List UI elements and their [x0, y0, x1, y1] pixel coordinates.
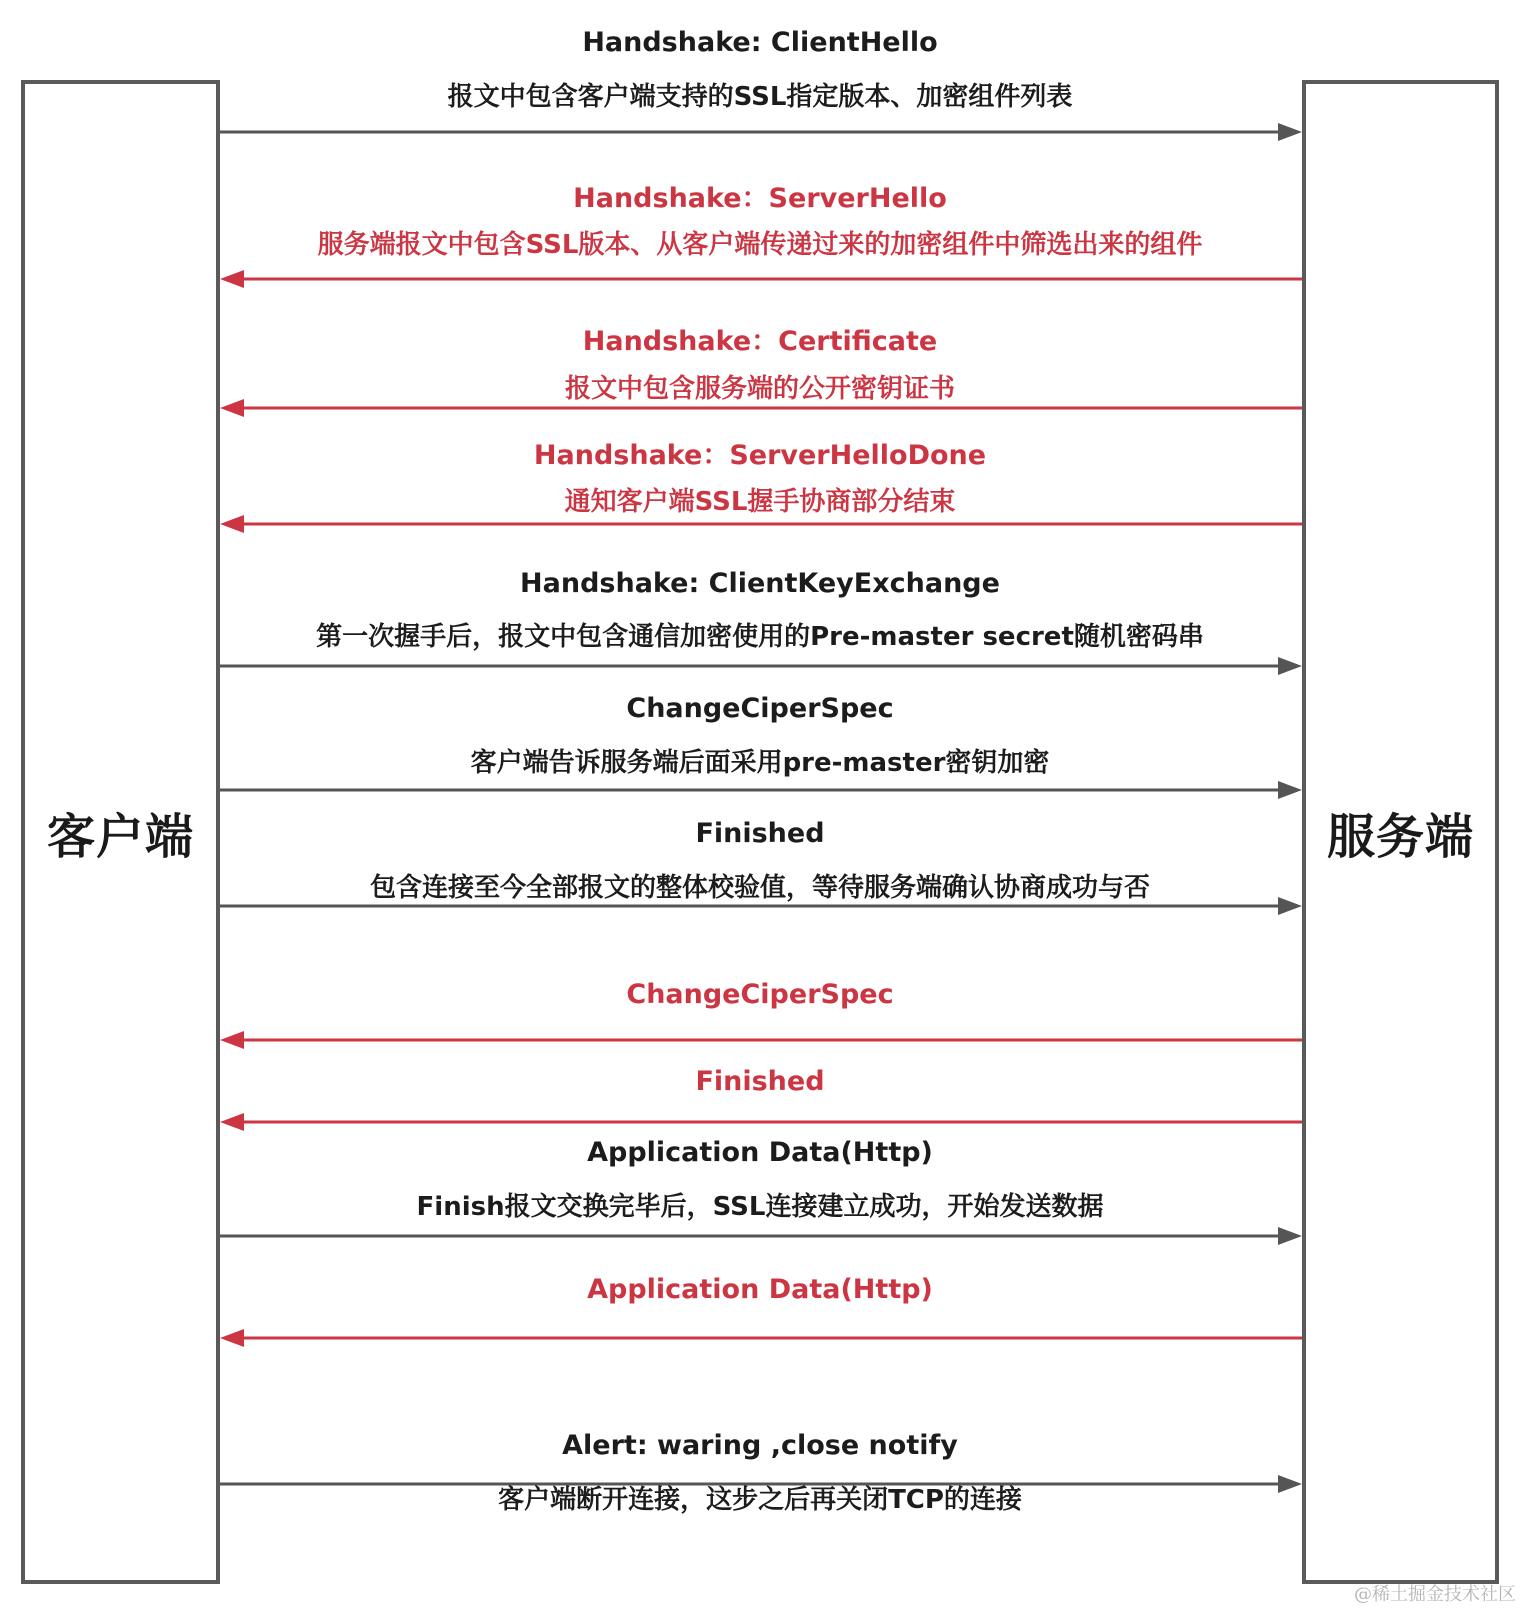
client-label: 客户端 — [46, 808, 194, 865]
message-arrow-8 — [220, 1031, 1302, 1049]
message-9-title: Finished — [695, 1066, 825, 1097]
arrow-head — [220, 270, 244, 288]
message-11-title: Application Data(Http) — [587, 1274, 933, 1305]
arrow-head — [1278, 1227, 1302, 1245]
message-4-title: Handshake：ServerHelloDone — [533, 440, 987, 471]
server-label: 服务端 — [1326, 808, 1474, 865]
message-arrow-6 — [220, 781, 1302, 799]
message-6-desc: 客户端告诉服务端后面采用pre-master密钥加密 — [470, 748, 1050, 778]
message-3-desc: 报文中包含服务端的公开密钥证书 — [564, 374, 955, 404]
message-5-title: Handshake: ClientKeyExchange — [520, 568, 1000, 599]
message-10-desc: Finish报文交换完毕后，SSL连接建立成功，开始发送数据 — [416, 1192, 1104, 1222]
message-12-title: Alert: waring ,close notify — [562, 1430, 958, 1461]
message-1-title: Handshake: ClientHello — [582, 27, 938, 58]
message-6-title: ChangeCiperSpec — [626, 693, 894, 724]
message-4-desc: 通知客户端SSL握手协商部分结束 — [564, 487, 956, 517]
message-1-desc: 报文中包含客户端支持的SSL指定版本、加密组件列表 — [447, 82, 1073, 112]
message-arrow-10 — [220, 1227, 1302, 1245]
arrow-head — [220, 1329, 244, 1347]
arrow-head — [1278, 781, 1302, 799]
arrow-head — [220, 1031, 244, 1049]
message-7-desc: 包含连接至今全部报文的整体校验值，等待服务端确认协商成功与否 — [369, 873, 1150, 903]
message-10-title: Application Data(Http) — [587, 1137, 933, 1168]
message-arrow-11 — [220, 1329, 1302, 1347]
message-2-desc: 服务端报文中包含SSL版本、从客户端传递过来的加密组件中筛选出来的组件 — [317, 230, 1203, 260]
arrow-head — [220, 1113, 244, 1131]
watermark: @稀土掘金技术社区 — [1354, 1584, 1516, 1605]
message-2-title: Handshake：ServerHello — [573, 183, 947, 214]
message-arrow-2 — [220, 270, 1302, 288]
message-8-title: ChangeCiperSpec — [626, 979, 894, 1010]
message-12-desc: 客户端断开连接，这步之后再关闭TCP的连接 — [498, 1485, 1022, 1515]
message-3-title: Handshake：Certificate — [582, 326, 938, 357]
arrow-head — [1278, 657, 1302, 675]
message-arrow-9 — [220, 1113, 1302, 1131]
message-arrow-1 — [220, 123, 1302, 141]
message-5-desc: 第一次握手后，报文中包含通信加密使用的Pre-master secret随机密码串 — [316, 622, 1204, 652]
message-7-title: Finished — [695, 818, 825, 849]
message-arrow-5 — [220, 657, 1302, 675]
arrow-head — [1278, 123, 1302, 141]
